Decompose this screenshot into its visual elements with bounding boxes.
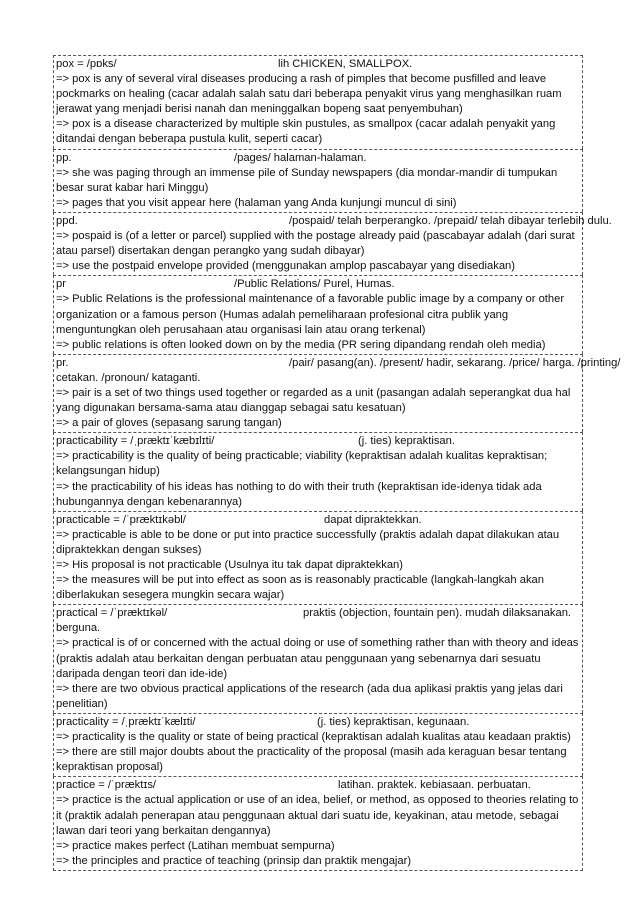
entry-line: => practicable is able to be done or put into practice successfully (praktis adalah dapat dilakukan atau dipraktekkan dengan sukses) (56, 528, 560, 556)
entry-line: => practicality is the quality or state of being practical (kepraktisan adalah kualitas atau keadaan praktis) (56, 731, 571, 744)
dictionary-entry (53, 432, 583, 510)
entry-definition: /pages/ halaman-halaman. (234, 151, 367, 164)
entry-line: => practice makes perfect (Latihan membuat sempurna) (56, 839, 335, 852)
entry-definition: (j. ties) kepraktisan. (358, 435, 455, 448)
entry-definition-continued: berguna. (56, 622, 101, 635)
entry-term: practicality = /ˌpræktɪˈkælɪti/ (56, 715, 196, 728)
entry-head (56, 715, 580, 730)
entry-term: pp. (56, 151, 72, 164)
entry-line: => pox is a disease characterized by multiple skin pustules, as smallpox (cacar adalah penyakit yang ditandai dengan beberapa pustula kulit, seperti cacar) (56, 118, 556, 146)
entry-head (56, 356, 621, 371)
dictionary-entry (53, 604, 583, 713)
entry-line: => public relations is often looked down on by the media (PR sering dipandang rendah oleh media) (56, 338, 546, 351)
entry-line: => pox is any of several viral diseases producing a rash of pimples that become pusfilled and leave pockmarks on healing (cacar adalah salah satu dari beberapa penyakit virus yang menghasilkan ruam jerawat yang menjadi berisi nanah dan meninggalkan bopeng saat penyembuhan) (56, 73, 562, 116)
entry-head (56, 151, 580, 166)
dictionary-entry (53, 511, 583, 605)
entry-definition-continued: cetakan. /pronoun/ kataganti. (56, 371, 201, 384)
entry-term: pr (56, 278, 66, 291)
entry-line: => pair is a set of two things used together or regarded as a unit (pasangan adalah seperangkat dua hal yang digunakan bersama-sama atau dianggap sebagai satu kesatuan) (56, 386, 571, 415)
entry-line: => there are still major doubts about the practicality of the proposal (masih ada keraguan besar tentang kepraktisan proposal) (56, 746, 567, 774)
entry-head (56, 513, 580, 528)
entry-line: => the measures will be put into effect as soon as is reasonably practicable (langkah-langkah akan diberlakukan sesegera mungkin secara wajar) (56, 574, 544, 602)
entry-definition: latihan. praktek. kebiasaan. perbuatan. (338, 779, 531, 792)
entry-line: => use the postpaid envelope provided (menggunakan amplop pascabayar yang disediakan) (56, 260, 516, 273)
entry-term: pox = /pɒks/ (56, 58, 117, 70)
entry-definition: /pair/ pasang(an). /present/ hadir, sekarang. /price/ harga. /printing/ (289, 356, 621, 369)
dictionary-entry (53, 713, 583, 776)
dictionary-entry (53, 776, 583, 871)
entry-head (56, 434, 580, 449)
entry-line: => Public Relations is the professional maintenance of a favorable public image by a company or other organization or a famous person (Humas adalah pemeliharaan profesional citra publik yang menguntungkan oleh perusahaan atau organisasi lain atau orang terkenal) (56, 293, 565, 336)
entry-line: => the principles and practice of teaching (prinsip dan praktik mengajar) (56, 854, 412, 867)
dictionary-entry (53, 354, 621, 432)
entry-definition: lih CHICKEN, SMALLPOX. (278, 58, 413, 70)
entry-line: => a pair of gloves (sepasang sarung tangan) (56, 417, 282, 430)
dictionary-entry (53, 55, 583, 149)
entry-definition: /pospaid/ telah berperangko. /prepaid/ telah dibayar terlebih dulu. (289, 214, 612, 227)
entry-definition: (j. ties) kepraktisan, kegunaan. (317, 715, 470, 728)
entry-line: => His proposal is not practicable (Usulnya itu tak dapat dipraktekkan) (56, 559, 403, 571)
entry-definition: /Public Relations/ Purel, Humas. (234, 278, 395, 291)
entry-line: => pospaid is (of a letter or parcel) supplied with the postage already paid (pascabayar adalah (dari surat atau parsel) disertakan dengan perangko yang sudah dibayar) (56, 230, 575, 258)
entry-line: => there are two obvious practical applications of the research (ada dua aplikasi praktis yang jelas dari penelitian) (56, 682, 563, 710)
entry-term: practical = /ˈpræktɪkəl/ (56, 607, 168, 620)
entry-line: => she was paging through an immense pile of Sunday newspapers (dia mondar-mandir di tumpukan besar surat kabar hari Minggu) (56, 166, 558, 194)
dictionary-entry (53, 149, 583, 212)
dictionary-page (53, 55, 621, 871)
dictionary-entry (53, 212, 612, 275)
entry-line: => practicability is the quality of being practicable; viability (kepraktisan adalah kualitas kepraktisan; kelangsungan hidup) (56, 450, 548, 478)
entry-term: practicable = /ˈpræktɪkəbl/ (56, 513, 186, 526)
dictionary-entry (53, 275, 583, 353)
entry-line: => the practicability of his ideas has nothing to do with their truth (kepraktisan ide-idenya tidak ada hubungannya dengan kebenarannya) (56, 480, 542, 508)
entry-definition: praktis (objection, fountain pen). mudah dilaksanakan. (303, 607, 572, 620)
entry-line: => practice is the actual application or use of an idea, belief, or method, as opposed to theories relating to it (praktik adalah penerapan atau penggunaan aktual dari suatu ide, keyakinan, atau metode, sebagai lawan dari teori yang berkaitan dengannya) (56, 794, 579, 837)
entry-head (56, 606, 580, 621)
entry-term: ppd. (56, 214, 78, 227)
entry-head (56, 214, 612, 229)
entry-line: => practical is of or concerned with the actual doing or use of something rather than with theory and ideas (praktis adalah atau berkaitan dengan perbuatan atau penggunaan yang sebenarnya dari sesuatu daripada dengan teori dan ide-ide) (56, 637, 579, 680)
entry-head (56, 57, 580, 72)
entry-head (56, 277, 580, 292)
entry-line: => pages that you visit appear here (halaman yang Anda kunjungi muncul di sini) (56, 196, 457, 209)
entry-term: pr. (56, 356, 69, 369)
entry-definition: dapat dipraktekkan. (324, 513, 422, 526)
entry-term: practice = /ˈpræktɪs/ (56, 779, 157, 792)
entry-head (56, 778, 580, 793)
entry-term: practicability = /ˌpræktɪˈkæbɪlɪti/ (56, 435, 215, 448)
